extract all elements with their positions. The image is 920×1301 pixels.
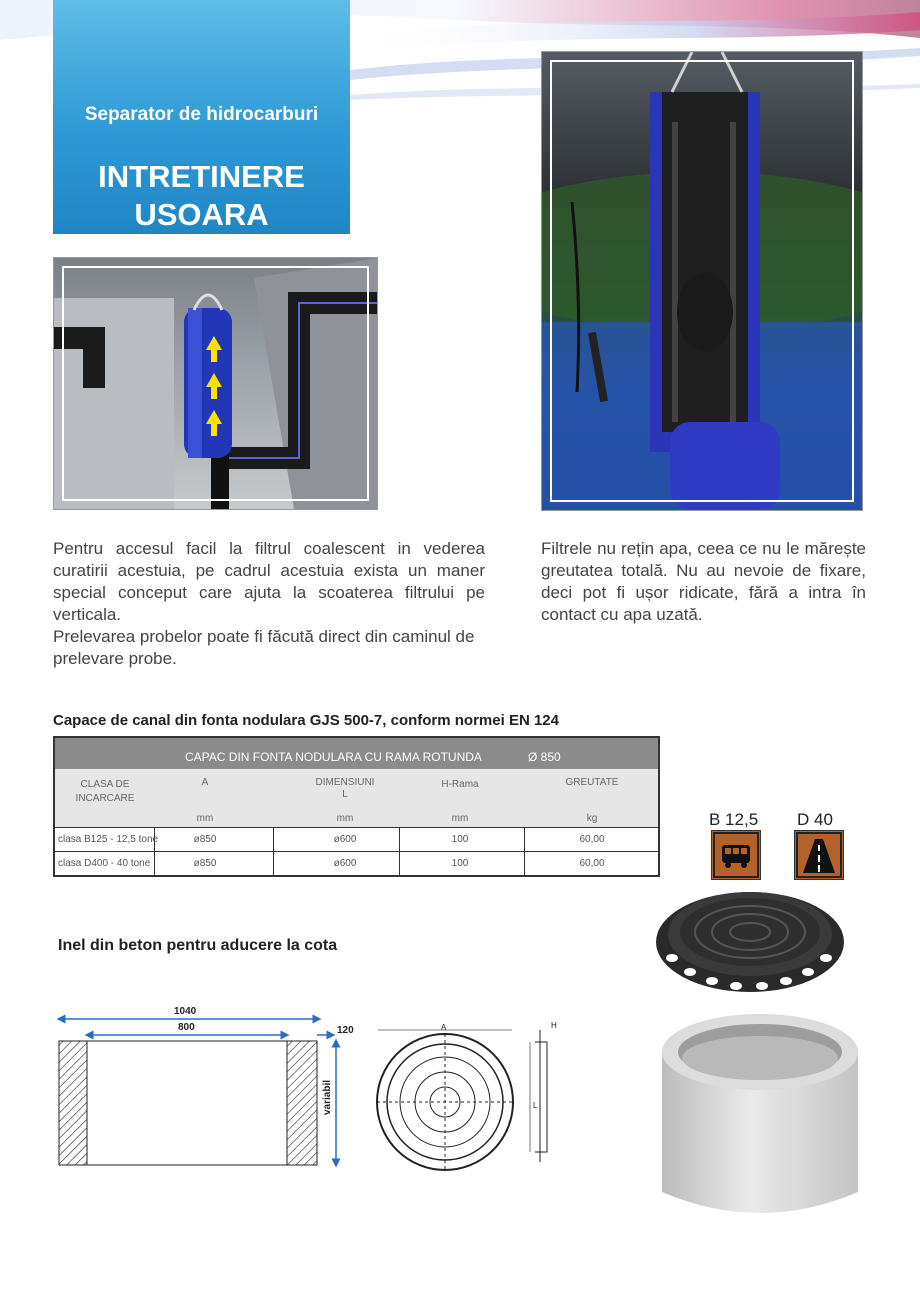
cell-greutate: 60,00 — [579, 834, 605, 845]
col-dimensions: DIMENSIUNI — [315, 777, 375, 788]
col-l: L — [342, 789, 348, 800]
title-subtitle: Separator de hidrocarburi — [84, 104, 319, 125]
cell-greutate: 60,00 — [579, 858, 605, 869]
badge-d-label: D 40 — [797, 810, 833, 829]
ring-drawing — [53, 1000, 363, 1175]
col-a: A — [201, 777, 209, 788]
page-title — [53, 158, 350, 234]
table-row — [55, 827, 658, 851]
paragraph-left-2: Prelevarea probelor poate fi făcută direct din caminul de prelevare probe. — [53, 627, 475, 668]
cell-l: ø600 — [333, 834, 357, 845]
paragraph-left-1: Pentru accesul facil la filtrul coalescent in vederea curatirii acestuia, pe cadrul acestuia exista un maner special conceput care ajuta la scoaterea filtrului pe verticala. — [53, 539, 485, 624]
paragraph-right — [541, 538, 866, 626]
table-caption: CAPAC DIN FONTA NODULARA CU RAMA ROTUNDA — [185, 750, 482, 764]
cell-h: 100 — [451, 858, 469, 869]
cover-dim-l: L — [533, 1101, 538, 1110]
filter-in-tank-photo — [53, 257, 378, 510]
ring-section-title: Inel din beton pentru aducere la cota — [58, 937, 338, 954]
table-section-title: Capace de canal din fonta nodulara GJS 500-7, conform normei EN 124 — [53, 712, 559, 729]
title-line-2: USOARA — [134, 197, 269, 232]
manhole-cover-photo — [652, 878, 848, 998]
dim-wall: 120 — [337, 1025, 354, 1036]
cell-clasa: clasa B125 - 12,5 tone — [58, 834, 159, 845]
unit-weight: kg — [586, 813, 598, 824]
unit-a: mm — [196, 813, 214, 824]
table-header — [55, 738, 658, 769]
dim-outer-width: 1040 — [174, 1006, 197, 1017]
col-class-line1: CLASA DE — [80, 779, 130, 790]
title-box — [53, 0, 350, 234]
unit-l: mm — [336, 813, 354, 824]
cover-dim-h: H — [551, 1021, 557, 1030]
table-column-headers — [55, 769, 658, 827]
cell-a: ø850 — [193, 834, 217, 845]
paragraph-right-1: Filtrele nu rețin apa, ceea ce nu le mărește greutatea totală. Nu au nevoie de fixare, deci pot fi ușor ridicate, fără a intra în contact cu apa uzată. — [541, 539, 866, 624]
col-weight: GREUTATE — [565, 777, 619, 788]
bus-icon — [711, 830, 761, 880]
cell-clasa: clasa D400 - 40 tone — [58, 858, 151, 869]
cell-l: ø600 — [333, 858, 357, 869]
col-class-line2: INCARCARE — [75, 793, 135, 804]
cell-h: 100 — [451, 834, 469, 845]
dim-inner-width: 800 — [178, 1022, 195, 1033]
col-h: H-Rama — [441, 779, 479, 790]
unit-h: mm — [451, 813, 469, 824]
table-row — [55, 851, 658, 875]
cover-drawing — [372, 1022, 572, 1172]
spec-table — [53, 736, 660, 877]
paragraph-left — [53, 538, 485, 670]
road-icon — [794, 830, 844, 880]
cell-a: ø850 — [193, 858, 217, 869]
cover-dim-a: A — [441, 1023, 447, 1032]
dim-height: variabil — [322, 1079, 334, 1116]
table-diameter: Ø 850 — [528, 750, 561, 764]
filter-closeup-photo — [541, 51, 863, 511]
title-line-1: INTRETINERE — [98, 159, 305, 194]
badge-b-label: B 12,5 — [709, 810, 759, 829]
concrete-ring-photo — [660, 1012, 860, 1224]
